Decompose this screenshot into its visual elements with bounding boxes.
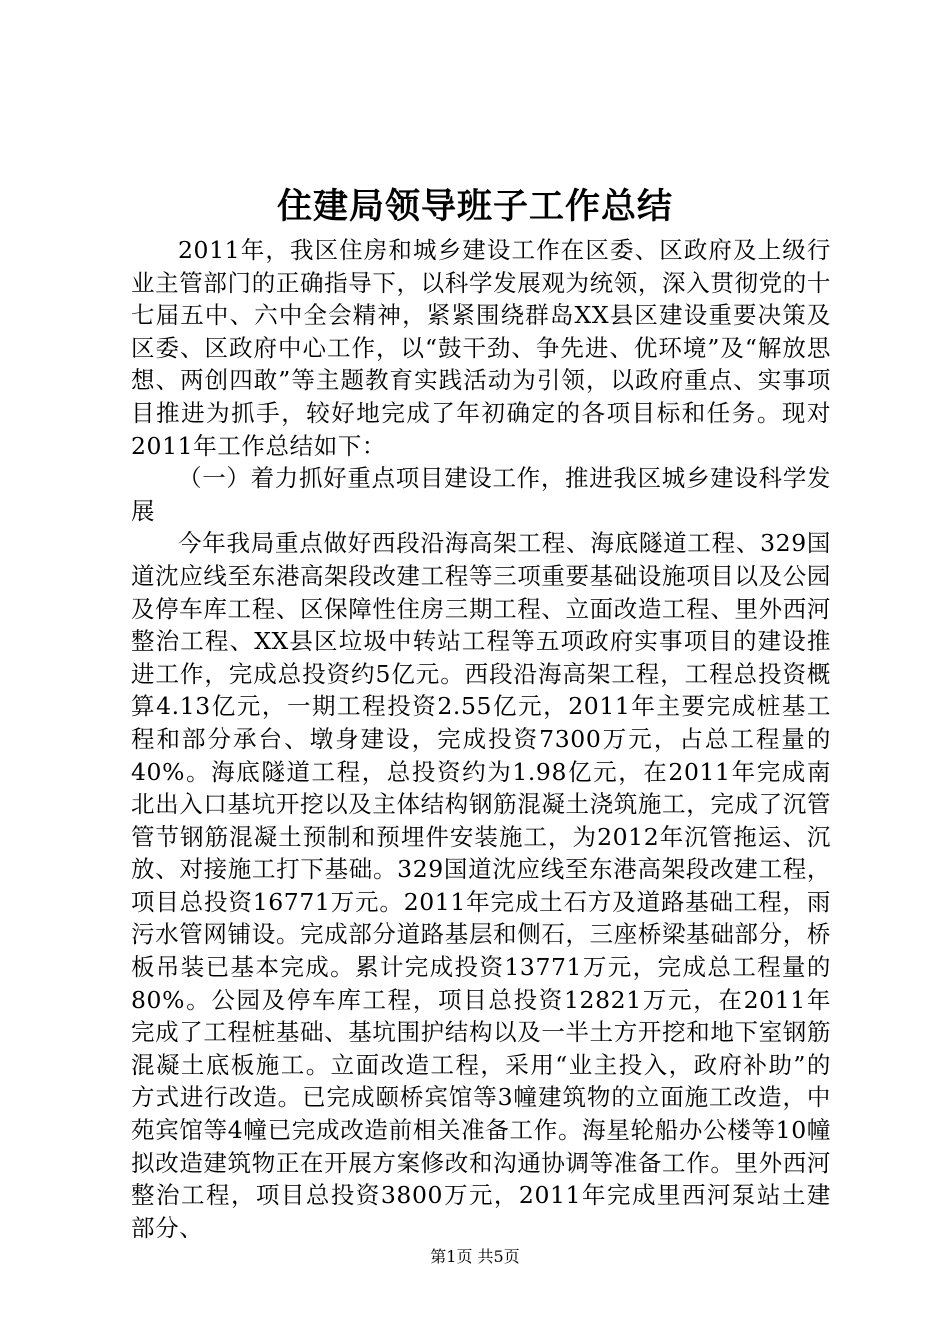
intro-paragraph: 2011年，我区住房和城乡建设工作在区委、区政府及上级行业主管部门的正确指导下，以科学发展观为统领，深入贯彻党的十七届五中、六中全会精神，紧紧围绕群岛XX县区建设重要决策及区委、区政府中心工作，以“鼓干劲、争先进、优环境”及“解放思想、两创四敢”等主题教育实践活动为引领，以政府重点、实事项目推进为抓手，较好地完成了年初确定的各项目标和任务。现对2011年工作总结如下： <box>131 236 831 460</box>
body-paragraph: 今年我局重点做好西段沿海高架工程、海底隧道工程、329国道沈应线至东港高架段改建工程等三项重要基础设施项目以及公园及停车库工程、区保障性住房三期工程、立面改造工程、里外西河整治工程、XX县区垃圾中转站工程等五项政府实事项目的建设推进工作，完成总投资约5亿元。西段沿海高架工程，工程总投资概算4.13亿元，一期工程投资2.55亿元，2011年主要完成桩基工程和部分承台、墩身建设，完成投资7300万元，占总工程量的40%。海底隧道工程，总投资约为1.98亿元，在2011年完成南北出入口基坑开挖以及主体结构钢筋混凝土浇筑施工，完成了沉管管节钢筋混凝土预制和预埋件安装施工，为2012年沉管拖运、沉放、对接施工打下基础。329国道沈应线至东港高架段改建工程，项目总投资16771万元。2011年完成土石方及道路基础工程，雨污水管网铺设。完成部分道路基层和侧石，三座桥梁基础部分，桥板吊装已基本完成。累计完成投资13771万元，完成总工程量的80%。公园及停车库工程，项目总投资12821万元，在2011年完成了工程桩基础、基坑围护结构以及一半土方开挖和地下室钢筋混凝土底板施工。立面改造工程，采用“业主投入，政府补助”的方式进行改造。已完成颐桥宾馆等3幢建筑物的立面施工改造，中苑宾馆等4幢已完成改造前相关准备工作。海星轮船办公楼等10幢拟改造建筑物正在开展方案修改和沟通协调等准备工作。里外西河整治工程，项目总投资3800万元，2011年完成里西河泵站土建部分、 <box>131 529 831 1242</box>
document-body <box>131 234 831 1244</box>
document-title: 住建局领导班子工作总结 <box>276 186 673 227</box>
section-heading: （一）着力抓好重点项目建设工作，推进我区城乡建设科学发展 <box>131 464 831 525</box>
page-footer: 第1页 共5页 <box>430 1247 520 1266</box>
